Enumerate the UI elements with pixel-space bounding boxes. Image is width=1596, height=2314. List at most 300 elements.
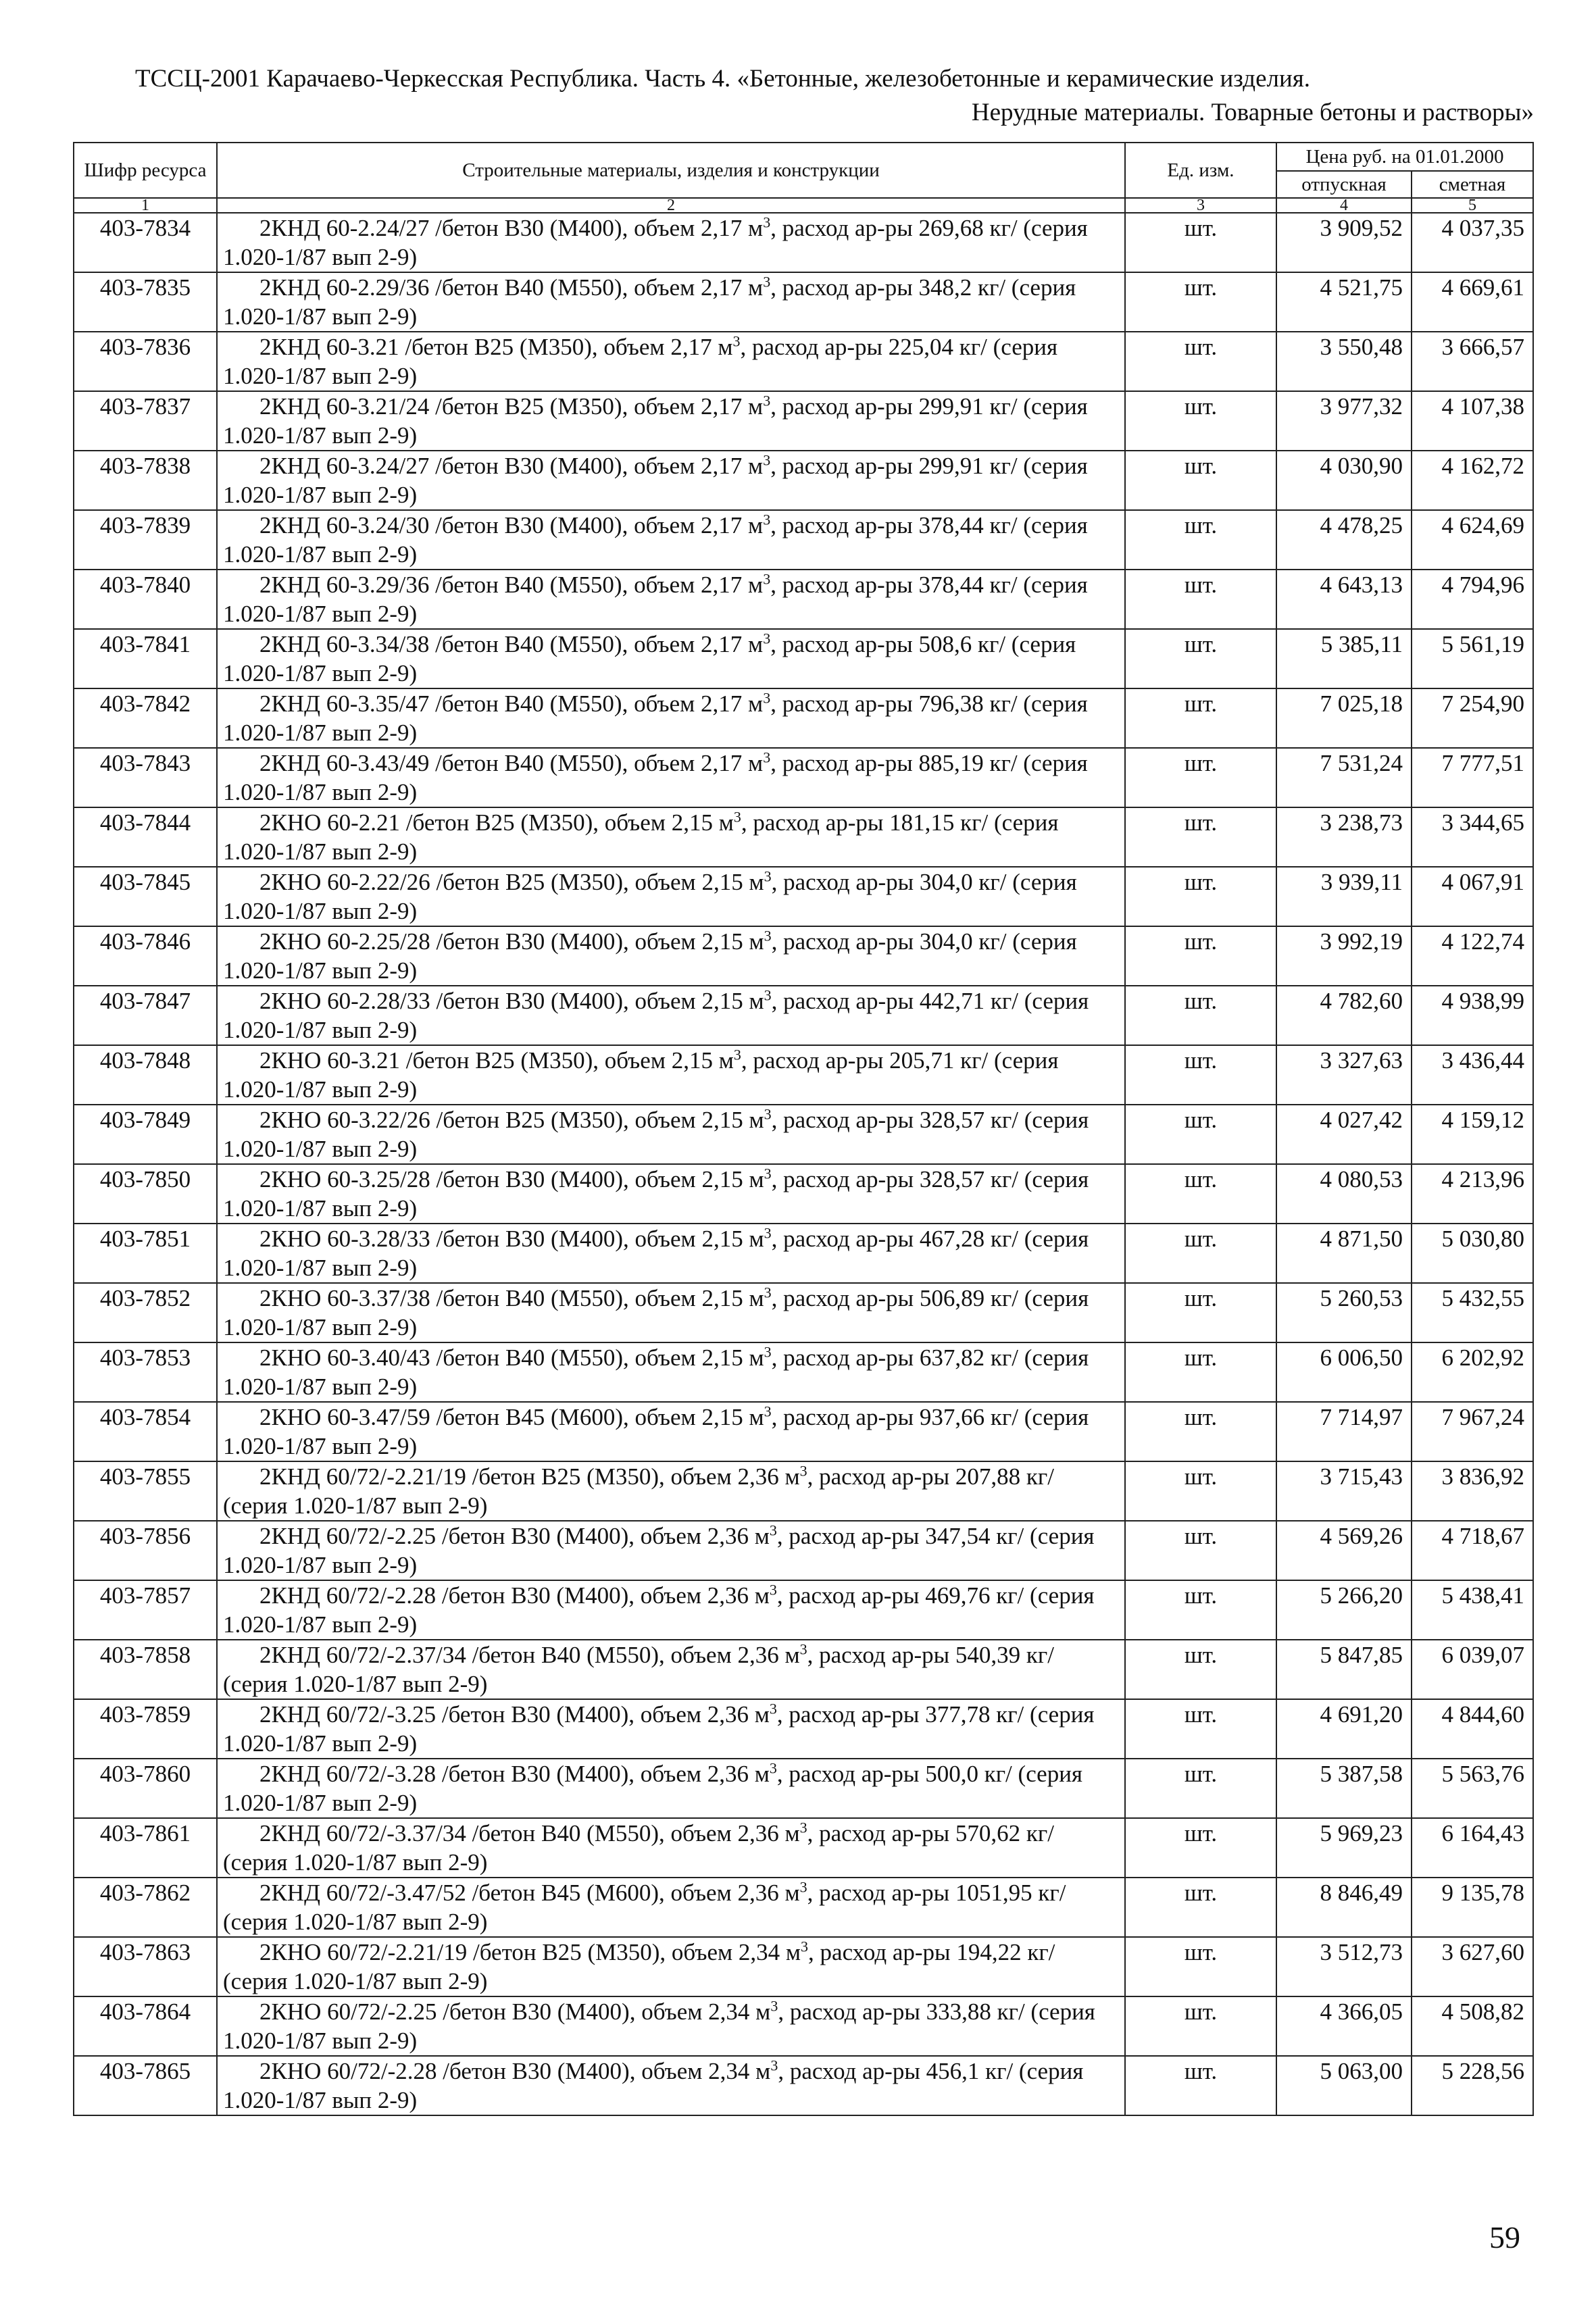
resource-code: 403-7845 (74, 867, 217, 926)
unit-exponent: 3 (764, 927, 772, 945)
resource-code: 403-7857 (74, 1580, 217, 1640)
page-header (68, 62, 1534, 130)
description-text (223, 1938, 1120, 1996)
unit-exponent: 3 (763, 273, 771, 291)
description-text (223, 1640, 1120, 1699)
release-price: 4 027,42 (1276, 1105, 1412, 1164)
release-price: 3 939,11 (1276, 867, 1412, 926)
resource-code: 403-7854 (74, 1402, 217, 1461)
material-description (217, 629, 1125, 688)
header-title-line-2: Нерудные материалы. Товарные бетоны и растворы» (971, 99, 1534, 126)
table-row (74, 629, 1533, 688)
table-row (74, 1937, 1533, 1996)
release-price: 4 030,90 (1276, 451, 1412, 510)
description-main: 2КНД 60/72/-2.21/19 /бетон В25 (М350), объем 2,36 м (259, 1463, 800, 1490)
resource-code: 403-7836 (74, 332, 217, 391)
release-price: 3 992,19 (1276, 926, 1412, 986)
resource-code: 403-7856 (74, 1521, 217, 1580)
description-main: 2КНД 60/72/-2.25 /бетон В30 (М400), объем 2,36 м (259, 1523, 770, 1549)
material-description (217, 1818, 1125, 1878)
description-rest: , расход ар-ры 506,89 кг/ (серия 1.020-1/87 вып 2-9) (223, 1285, 1089, 1340)
table-row (74, 1878, 1533, 1937)
description-main: 2КНО 60-3.21 /бетон В25 (М350), объем 2,15 м (259, 1047, 734, 1074)
description-rest: , расход ар-ры 299,91 кг/ (серия 1.020-1/87 вып 2-9) (223, 453, 1088, 508)
unit-cell: шт. (1125, 867, 1276, 926)
estimate-price: 4 122,74 (1412, 926, 1533, 986)
description-rest: , расход ар-ры 348,2 кг/ (серия 1.020-1/87 вып 2-9) (223, 274, 1076, 330)
description-main: 2КНО 60-3.47/59 /бетон В45 (М600), объем 2,15 м (259, 1404, 764, 1430)
unit-cell: шт. (1125, 391, 1276, 451)
material-description (217, 1105, 1125, 1164)
table-row (74, 1759, 1533, 1818)
description-rest: , расход ар-ры 304,0 кг/ (серия 1.020-1/87 вып 2-9) (223, 869, 1077, 924)
estimate-price: 7 967,24 (1412, 1402, 1533, 1461)
material-description (217, 1164, 1125, 1224)
description-rest: , расход ар-ры 508,6 кг/ (серия 1.020-1/87 вып 2-9) (223, 631, 1076, 686)
material-description (217, 1937, 1125, 1996)
unit-cell: шт. (1125, 807, 1276, 867)
unit-exponent: 3 (769, 1521, 777, 1539)
material-description (217, 272, 1125, 332)
table-row (74, 1164, 1533, 1224)
description-rest: , расход ар-ры 328,57 кг/ (серия 1.020-1/87 вып 2-9) (223, 1107, 1089, 1162)
release-price: 7 025,18 (1276, 688, 1412, 748)
resource-code: 403-7861 (74, 1818, 217, 1878)
unit-cell: шт. (1125, 1937, 1276, 1996)
resource-code: 403-7852 (74, 1283, 217, 1342)
header-title-line-1: ТССЦ-2001 Карачаево-Черкесская Республика. Часть 4. «Бетонные, железобетонные и керамические изделия. (135, 65, 1311, 93)
description-main: 2КНД 60-2.29/36 /бетон В40 (М550), объем 2,17 м (259, 274, 764, 301)
material-description (217, 867, 1125, 926)
unit-cell: шт. (1125, 1818, 1276, 1878)
release-price: 3 327,63 (1276, 1045, 1412, 1105)
unit-cell: шт. (1125, 986, 1276, 1045)
unit-cell: шт. (1125, 1045, 1276, 1105)
header-code: Шифр ресурса (74, 143, 217, 198)
material-description (217, 332, 1125, 391)
table-row (74, 926, 1533, 986)
resource-code: 403-7853 (74, 1342, 217, 1402)
release-price: 3 550,48 (1276, 332, 1412, 391)
description-text (223, 1878, 1120, 1936)
description-text (223, 1046, 1120, 1104)
estimate-price: 6 039,07 (1412, 1640, 1533, 1699)
column-number: 3 (1125, 198, 1276, 213)
release-price: 4 478,25 (1276, 510, 1412, 570)
description-rest: , расход ар-ры 442,71 кг/ (серия 1.020-1/87 вып 2-9) (223, 988, 1089, 1043)
unit-exponent: 3 (799, 1878, 807, 1896)
material-description (217, 1342, 1125, 1402)
resource-code: 403-7858 (74, 1640, 217, 1699)
estimate-price: 5 030,80 (1412, 1224, 1533, 1283)
estimate-price: 5 438,41 (1412, 1580, 1533, 1640)
estimate-price: 4 037,35 (1412, 213, 1533, 272)
description-main: 2КНД 60-3.34/38 /бетон В40 (М550), объем 2,17 м (259, 631, 764, 657)
table-row (74, 510, 1533, 570)
material-description (217, 1402, 1125, 1461)
table-row (74, 1521, 1533, 1580)
material-description (217, 1699, 1125, 1759)
description-rest: , расход ар-ры 269,68 кг/ (серия 1.020-1/87 вып 2-9) (223, 215, 1088, 270)
table-row (74, 570, 1533, 629)
estimate-price: 5 432,55 (1412, 1283, 1533, 1342)
column-number: 5 (1412, 198, 1533, 213)
table-row (74, 1699, 1533, 1759)
unit-exponent: 3 (764, 1284, 772, 1301)
table-row (74, 451, 1533, 510)
unit-cell: шт. (1125, 1342, 1276, 1402)
unit-cell: шт. (1125, 748, 1276, 807)
description-rest: , расход ар-ры 299,91 кг/ (серия 1.020-1/87 вып 2-9) (223, 393, 1088, 449)
release-price: 5 847,85 (1276, 1640, 1412, 1699)
unit-cell: шт. (1125, 1580, 1276, 1640)
description-rest: , расход ар-ры 333,88 кг/ (серия 1.020-1/87 вып 2-9) (223, 1998, 1095, 2054)
release-price: 5 063,00 (1276, 2056, 1412, 2115)
description-rest: , расход ар-ры 467,28 кг/ (серия 1.020-1/87 вып 2-9) (223, 1226, 1089, 1281)
description-main: 2КНД 60/72/-3.47/52 /бетон В45 (М600), объем 2,36 м (259, 1880, 800, 1906)
description-main: 2КНД 60/72/-3.25 /бетон В30 (М400), объем 2,36 м (259, 1701, 770, 1728)
resource-code: 403-7840 (74, 570, 217, 629)
release-price: 4 080,53 (1276, 1164, 1412, 1224)
table-row (74, 1045, 1533, 1105)
estimate-price: 3 666,57 (1412, 332, 1533, 391)
resource-code: 403-7837 (74, 391, 217, 451)
unit-cell: шт. (1125, 1996, 1276, 2056)
header-unit: Ед. изм. (1125, 143, 1276, 198)
description-rest: , расход ар-ры 181,15 кг/ (серия 1.020-1/87 вып 2-9) (223, 809, 1059, 865)
unit-cell: шт. (1125, 1402, 1276, 1461)
material-description (217, 213, 1125, 272)
resource-code: 403-7849 (74, 1105, 217, 1164)
description-text (223, 1700, 1120, 1758)
resource-code: 403-7838 (74, 451, 217, 510)
estimate-price: 4 669,61 (1412, 272, 1533, 332)
table-row (74, 332, 1533, 391)
estimate-price: 4 624,69 (1412, 510, 1533, 570)
unit-cell: шт. (1125, 629, 1276, 688)
release-price: 7 531,24 (1276, 748, 1412, 807)
unit-exponent: 3 (799, 1462, 807, 1480)
column-number: 4 (1276, 198, 1412, 213)
release-price: 4 521,75 (1276, 272, 1412, 332)
table-row (74, 213, 1533, 272)
description-main: 2КНО 60-3.25/28 /бетон В30 (М400), объем 2,15 м (259, 1166, 764, 1192)
unit-cell: шт. (1125, 2056, 1276, 2115)
material-description (217, 688, 1125, 748)
table-row (74, 688, 1533, 748)
unit-exponent: 3 (763, 392, 771, 409)
column-number-row (74, 198, 1533, 213)
resource-code: 403-7851 (74, 1224, 217, 1283)
estimate-price: 7 254,90 (1412, 688, 1533, 748)
estimate-price: 4 508,82 (1412, 1996, 1533, 2056)
table-row (74, 1818, 1533, 1878)
description-text (223, 749, 1120, 807)
description-main: 2КНО 60-2.21 /бетон В25 (М350), объем 2,15 м (259, 809, 734, 836)
unit-exponent: 3 (763, 689, 771, 707)
description-main: 2КНО 60-2.28/33 /бетон В30 (М400), объем 2,15 м (259, 988, 764, 1014)
unit-exponent: 3 (763, 570, 771, 588)
resource-code: 403-7848 (74, 1045, 217, 1105)
description-main: 2КНО 60-3.40/43 /бетон В40 (М550), объем 2,15 м (259, 1344, 764, 1371)
unit-cell: шт. (1125, 451, 1276, 510)
description-text (223, 273, 1120, 331)
description-rest: , расход ар-ры 456,1 кг/ (серия 1.020-1/87 вып 2-9) (223, 2058, 1084, 2113)
unit-exponent: 3 (769, 1759, 777, 1777)
resource-code: 403-7835 (74, 272, 217, 332)
unit-cell: шт. (1125, 688, 1276, 748)
description-text (223, 1224, 1120, 1282)
table-row (74, 1996, 1533, 2056)
unit-cell: шт. (1125, 1640, 1276, 1699)
unit-exponent: 3 (763, 511, 771, 528)
description-rest: , расход ар-ры 194,22 кг/ (серия 1.020-1/87 вып 2-9) (223, 1939, 1055, 1994)
description-main: 2КНД 60-3.43/49 /бетон В40 (М550), объем 2,17 м (259, 750, 764, 776)
description-rest: , расход ар-ры 500,0 кг/ (серия 1.020-1/87 вып 2-9) (223, 1761, 1083, 1816)
estimate-price: 3 436,44 (1412, 1045, 1533, 1105)
unit-exponent: 3 (769, 1700, 777, 1717)
resource-code: 403-7860 (74, 1759, 217, 1818)
description-main: 2КНО 60-2.25/28 /бетон В30 (М400), объем 2,15 м (259, 928, 764, 955)
description-rest: , расход ар-ры 347,54 кг/ (серия 1.020-1/87 вып 2-9) (223, 1523, 1095, 1578)
description-rest: , расход ар-ры 1051,95 кг/ (серия 1.020-1/87 вып 2-9) (223, 1880, 1066, 1935)
table-header (74, 143, 1533, 213)
resource-code: 403-7850 (74, 1164, 217, 1224)
description-text (223, 1581, 1120, 1639)
unit-exponent: 3 (763, 213, 771, 231)
description-main: 2КНО 60/72/-2.25 /бетон В30 (М400), объем 2,34 м (259, 1998, 771, 2025)
table-row (74, 807, 1533, 867)
unit-exponent: 3 (733, 808, 741, 826)
description-text (223, 808, 1120, 866)
description-text (223, 630, 1120, 688)
description-text (223, 1462, 1120, 1520)
resource-code: 403-7847 (74, 986, 217, 1045)
table-row (74, 1461, 1533, 1521)
unit-exponent: 3 (799, 1640, 807, 1658)
release-price: 7 714,97 (1276, 1402, 1412, 1461)
estimate-price: 4 162,72 (1412, 451, 1533, 510)
release-price: 4 366,05 (1276, 1996, 1412, 2056)
table-row (74, 1342, 1533, 1402)
resource-code: 403-7859 (74, 1699, 217, 1759)
table-row (74, 867, 1533, 926)
unit-exponent: 3 (770, 2057, 778, 2074)
column-number: 2 (217, 198, 1125, 213)
estimate-price: 3 836,92 (1412, 1461, 1533, 1521)
description-main: 2КНД 60-3.29/36 /бетон В40 (М550), объем 2,17 м (259, 572, 764, 598)
release-price: 4 643,13 (1276, 570, 1412, 629)
description-rest: , расход ар-ры 205,71 кг/ (серия 1.020-1/87 вып 2-9) (223, 1047, 1059, 1103)
estimate-price: 5 563,76 (1412, 1759, 1533, 1818)
description-rest: , расход ар-ры 378,44 кг/ (серия 1.020-1/87 вып 2-9) (223, 572, 1088, 627)
material-description (217, 986, 1125, 1045)
estimate-price: 4 159,12 (1412, 1105, 1533, 1164)
description-rest: , расход ар-ры 469,76 кг/ (серия 1.020-1/87 вып 2-9) (223, 1582, 1095, 1638)
resource-code: 403-7865 (74, 2056, 217, 2115)
unit-exponent: 3 (801, 1938, 809, 1955)
unit-exponent: 3 (769, 1581, 777, 1599)
header-price-estimate: сметная (1412, 171, 1533, 198)
estimate-price: 4 718,67 (1412, 1521, 1533, 1580)
resource-code: 403-7844 (74, 807, 217, 867)
release-price: 4 782,60 (1276, 986, 1412, 1045)
description-main: 2КНО 60-3.28/33 /бетон В30 (М400), объем 2,15 м (259, 1226, 764, 1252)
unit-cell: шт. (1125, 570, 1276, 629)
material-description (217, 1878, 1125, 1937)
unit-exponent: 3 (764, 1403, 772, 1420)
description-main: 2КНД 60/72/-3.37/34 /бетон В40 (М550), объем 2,36 м (259, 1820, 800, 1846)
estimate-price: 4 844,60 (1412, 1699, 1533, 1759)
column-number: 1 (74, 198, 217, 213)
unit-cell: шт. (1125, 1224, 1276, 1283)
description-rest: , расход ар-ры 885,19 кг/ (серия 1.020-1/87 вып 2-9) (223, 750, 1088, 805)
description-text (223, 1105, 1120, 1163)
material-description (217, 570, 1125, 629)
unit-exponent: 3 (764, 1105, 772, 1123)
page-number: 59 (1489, 2220, 1520, 2255)
material-description (217, 1640, 1125, 1699)
unit-exponent: 3 (764, 1165, 772, 1182)
description-text (223, 689, 1120, 747)
estimate-price: 4 107,38 (1412, 391, 1533, 451)
unit-cell: шт. (1125, 1164, 1276, 1224)
table-row (74, 1105, 1533, 1164)
material-description (217, 1283, 1125, 1342)
description-main: 2КНД 60/72/-2.37/34 /бетон В40 (М550), объем 2,36 м (259, 1642, 800, 1668)
estimate-price: 3 344,65 (1412, 807, 1533, 867)
table-row (74, 986, 1533, 1045)
material-description (217, 1045, 1125, 1105)
release-price: 3 238,73 (1276, 807, 1412, 867)
description-rest: , расход ар-ры 328,57 кг/ (серия 1.020-1/87 вып 2-9) (223, 1166, 1089, 1222)
description-text (223, 1819, 1120, 1877)
material-description (217, 451, 1125, 510)
header-name: Строительные материалы, изделия и конструкции (217, 143, 1125, 198)
unit-cell: шт. (1125, 1521, 1276, 1580)
material-description (217, 926, 1125, 986)
unit-cell: шт. (1125, 1283, 1276, 1342)
description-main: 2КНД 60-3.24/27 /бетон В30 (М400), объем 2,17 м (259, 453, 764, 479)
unit-cell: шт. (1125, 1878, 1276, 1937)
description-main: 2КНО 60-2.22/26 /бетон В25 (М350), объем 2,15 м (259, 869, 764, 895)
description-main: 2КНД 60-3.21/24 /бетон В25 (М350), объем 2,17 м (259, 393, 764, 420)
unit-cell: шт. (1125, 1699, 1276, 1759)
estimate-price: 6 164,43 (1412, 1818, 1533, 1878)
release-price: 3 909,52 (1276, 213, 1412, 272)
description-rest: , расход ар-ры 225,04 кг/ (серия 1.020-1/87 вып 2-9) (223, 334, 1058, 389)
description-main: 2КНД 60-3.21 /бетон В25 (М350), объем 2,17 м (259, 334, 733, 360)
release-price: 3 512,73 (1276, 1937, 1412, 1996)
resource-code: 403-7862 (74, 1878, 217, 1937)
unit-exponent: 3 (764, 867, 772, 885)
description-text (223, 451, 1120, 509)
estimate-price: 4 067,91 (1412, 867, 1533, 926)
description-text (223, 213, 1120, 272)
unit-exponent: 3 (763, 749, 771, 766)
description-text (223, 1165, 1120, 1223)
material-description (217, 510, 1125, 570)
description-text (223, 2057, 1120, 2115)
description-rest: , расход ар-ры 207,88 кг/ (серия 1.020-1/87 вып 2-9) (223, 1463, 1055, 1519)
release-price: 5 385,11 (1276, 629, 1412, 688)
resource-code: 403-7841 (74, 629, 217, 688)
estimate-price: 6 202,92 (1412, 1342, 1533, 1402)
unit-exponent: 3 (733, 1046, 741, 1063)
description-main: 2КНО 60-3.22/26 /бетон В25 (М350), объем 2,15 м (259, 1107, 764, 1133)
resource-code: 403-7855 (74, 1461, 217, 1521)
unit-cell: шт. (1125, 213, 1276, 272)
description-main: 2КНО 60-3.37/38 /бетон В40 (М550), объем 2,15 м (259, 1285, 764, 1311)
estimate-price: 3 627,60 (1412, 1937, 1533, 1996)
material-description (217, 1759, 1125, 1818)
material-description (217, 1224, 1125, 1283)
description-text (223, 392, 1120, 450)
unit-cell: шт. (1125, 1461, 1276, 1521)
description-text (223, 1403, 1120, 1461)
release-price: 4 691,20 (1276, 1699, 1412, 1759)
table-row (74, 1580, 1533, 1640)
estimate-price: 5 561,19 (1412, 629, 1533, 688)
resource-code: 403-7864 (74, 1996, 217, 2056)
table-row (74, 748, 1533, 807)
resource-code: 403-7843 (74, 748, 217, 807)
description-rest: , расход ар-ры 540,39 кг/ (серия 1.020-1/87 вып 2-9) (223, 1642, 1055, 1697)
description-text (223, 570, 1120, 628)
material-description (217, 391, 1125, 451)
unit-exponent: 3 (770, 1997, 778, 2015)
unit-exponent: 3 (764, 1343, 772, 1361)
description-main: 2КНО 60/72/-2.21/19 /бетон В25 (М350), объем 2,34 м (259, 1939, 801, 1965)
price-table (73, 142, 1534, 2116)
material-description (217, 1996, 1125, 2056)
unit-cell: шт. (1125, 510, 1276, 570)
release-price: 3 715,43 (1276, 1461, 1412, 1521)
material-description (217, 1521, 1125, 1580)
material-description (217, 1461, 1125, 1521)
description-text (223, 1284, 1120, 1342)
header-price-release: отпускная (1276, 171, 1412, 198)
description-main: 2КНД 60-2.24/27 /бетон В30 (М400), объем 2,17 м (259, 215, 764, 241)
description-main: 2КНД 60-3.35/47 /бетон В40 (М550), объем 2,17 м (259, 690, 764, 717)
table-row (74, 1402, 1533, 1461)
estimate-price: 4 213,96 (1412, 1164, 1533, 1224)
material-description (217, 748, 1125, 807)
description-rest: , расход ар-ры 378,44 кг/ (серия 1.020-1/87 вып 2-9) (223, 512, 1088, 568)
resource-code: 403-7839 (74, 510, 217, 570)
unit-exponent: 3 (799, 1819, 807, 1836)
resource-code: 403-7842 (74, 688, 217, 748)
estimate-price: 4 938,99 (1412, 986, 1533, 1045)
description-text (223, 511, 1120, 569)
unit-exponent: 3 (764, 986, 772, 1004)
estimate-price: 9 135,78 (1412, 1878, 1533, 1937)
description-main: 2КНО 60/72/-2.28 /бетон В30 (М400), объем 2,34 м (259, 2058, 771, 2084)
material-description (217, 1580, 1125, 1640)
estimate-price: 5 228,56 (1412, 2056, 1533, 2115)
release-price: 4 569,26 (1276, 1521, 1412, 1580)
description-main: 2КНД 60/72/-3.28 /бетон В30 (М400), объем 2,36 м (259, 1761, 770, 1787)
description-rest: , расход ар-ры 937,66 кг/ (серия 1.020-1/87 вып 2-9) (223, 1404, 1089, 1459)
description-rest: , расход ар-ры 796,38 кг/ (серия 1.020-1/87 вып 2-9) (223, 690, 1088, 746)
material-description (217, 807, 1125, 867)
resource-code: 403-7846 (74, 926, 217, 986)
description-text (223, 1759, 1120, 1817)
release-price: 5 260,53 (1276, 1283, 1412, 1342)
description-text (223, 986, 1120, 1045)
description-text (223, 927, 1120, 985)
description-main: 2КНД 60/72/-2.28 /бетон В30 (М400), объем 2,36 м (259, 1582, 770, 1609)
